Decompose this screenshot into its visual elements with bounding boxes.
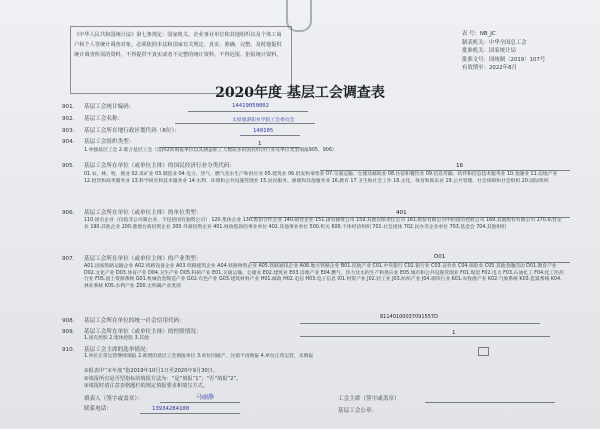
field-910-options: 1.单位正常运营继续填报 2.新增的基层工会填报单位 3.单位因破产、注销不再填报 4.单位正常运营，未填报: [84, 354, 314, 359]
field-901-label: 基层工会统计编码：: [84, 104, 135, 110]
field-904-label: 基层工会组织类型：: [84, 139, 135, 145]
field-905-label: 基层工会所在单位（或单位主体）的国民经济行业分类代码：: [84, 163, 236, 169]
chair-underline: [425, 402, 555, 403]
phone-label: 联系电话：: [84, 406, 112, 412]
page-title: 2020年度 基层工会调查表: [215, 85, 385, 101]
field-905-value[interactable]: 16: [456, 163, 464, 169]
filler-underline: [160, 402, 240, 403]
field-902-underline: [175, 123, 315, 124]
phone-underline: [140, 413, 240, 414]
field-903-underline: [240, 135, 300, 136]
field-904: 904. 基层工会组织类型：: [62, 139, 135, 145]
field-910: 910. 基层工会主席的选举情况：: [62, 347, 152, 353]
field-907: 907. 基层工会所在单位（或单位主体）的产业类型：: [62, 256, 202, 262]
instruction-2: ②填报所有是否型指标的填报方法为：“是”填报“1”；“否”填报“2”。: [84, 375, 242, 382]
field-909-value[interactable]: 1: [452, 330, 456, 336]
field-909: 909. 基层工会所在单位（或单位主体）的控股情况：: [62, 329, 202, 335]
form-valid-until: 有效期至：2022年8月: [462, 65, 517, 72]
phone-value[interactable]: 13934284100: [152, 406, 190, 412]
field-907-underline: [250, 262, 570, 263]
field-906-value[interactable]: 401: [396, 210, 407, 216]
field-906: 906. 基层工会所在单位（或单位主体）的单位类型：: [62, 210, 202, 216]
field-908-underline: [300, 323, 540, 324]
law-notice: 《中华人民共和国统计法》第七条规定：国家机关、企业事业单位和其他组织以及个体工商户和个人等统计调查对象，必须依照本法和国家有关规定，真实、准确、完整、及时地提供统计调查所需的资料，不得提供不真实或者不完整的统计资料，不得迟报、拒报统计资料。: [74, 32, 282, 58]
field-908-value[interactable]: 81140100037091557D: [380, 314, 438, 320]
instruction-3: ③填报时请注意表格题栏的规定填报要求和填写方式。: [84, 383, 208, 390]
field-904-options: 1.单独基层工会 2.联合基层工会（选择2的填报单位以其涵盖职工人数较多的国民经济行业及单位类型填报905、906）: [84, 148, 337, 153]
field-903: 903. 基层工会所在地行政区划代码（6位）：: [62, 128, 180, 134]
field-908-label: 基层工会所在单位的统一社会信用代码：: [84, 318, 185, 324]
field-903-value[interactable]: 140105: [253, 128, 274, 134]
field-902-label: 基层工会名称：: [84, 116, 124, 122]
field-907-value[interactable]: D01: [434, 254, 446, 260]
filler-signature[interactable]: 马丽静: [196, 394, 215, 401]
field-905-underline: [320, 170, 570, 171]
field-902-value[interactable]: 太原旅游职业学院工会委员会: [232, 118, 295, 123]
field-901-underline: [188, 111, 308, 112]
field-901: 901. 基层工会统计编码：: [62, 104, 135, 110]
seal-label: 基层工会公章：: [338, 408, 378, 414]
field-901-value[interactable]: 14419050002: [232, 103, 270, 109]
field-906-label: 基层工会所在单位（或单位主体）的单位类型：: [84, 210, 202, 216]
field-905: 905. 基层工会所在单位（或单位主体）的国民经济行业分类代码：: [62, 163, 236, 169]
field-905-options: 01.农、林、牧、渔业 02.采矿业 03.制造业 04.电力、热气、燃气及水生产和供应业 05.建筑业 06.批发和零售业 07.交通运输、仓储及邮政业 08.住宿和餐饮业 09.信息传输、软件和信息技术服务业 10.金融业 11.房地产业 12.租赁和商务服务业 13.科学研究和技术服务业 14.水利、环境和公共设施管理业 15.居民服务、修理和其他服务业 16.教育 17.卫生和社会工作 18.文化、体育和娱乐业 19.公共管理、社会保障和社会组织 20.国际组织: [84, 172, 558, 184]
form-approval-no: 批准文号：国统制〔2019〕107号: [462, 56, 546, 63]
field-907-options: A01.国家铁路运输企业 A02.铁路设备企业 A03.铁路建筑企业 A04.铁路物资企业 A05.铁路通讯企业 A06.地方铁路企业 B01.民航产业 C01.中央银行 C02.银行业 C03.证券业 C04.保险业 C05.其他金融活动 D01.教育产业 D02.文化产业 D03.体育产业 D04.卫生产业 D05.科研产业 E01.交通运输、仓储业 E02.建筑业 E03.房地产业 E04.燃气、热力及水的生产和供应业 E05.城市和公共设施管理业 F01.煤炭 F02.电力 F03.石油化工 F04.化工医药行业 F05.国土资源系统 G01.机械冶金制造产业 G02.有色产业 G03.建筑材料产业 H01.邮政 H02.电信 H03.电子信息 I01.财贸产业 J02.轻工业 J03.纺织产业 J04.烟草行业 K01.农牧渔产业 K02.气象系统 K03.监狱系统 K04.林业系统 K05.水利产业 Z00.无明确产业类别: [84, 264, 564, 289]
phone-row: [84, 406, 112, 413]
field-902: 902. 基层工会名称：: [62, 116, 124, 122]
field-904-value[interactable]: 1: [258, 141, 262, 147]
form-number: 表 号：NB_JC: [462, 31, 496, 37]
instruction-1: ①报表中“本年度”指2019年10月1日至2020年9月30日。: [84, 368, 219, 374]
chair-label: 工会主席（签字或盖章）: [338, 396, 400, 402]
form-approver: 批准机关：国家统计局: [462, 48, 516, 55]
form-maker: 制表机关：中华全国总工会: [462, 39, 527, 46]
field-909-options: 1.国有控股 2.集体控股 3.其他: [84, 336, 149, 341]
field-910-label: 基层工会主席的选举情况：: [84, 347, 152, 353]
field-908: 908. 基层工会所在单位的统一社会信用代码：: [62, 318, 185, 324]
field-907-label: 基层工会所在单位（或单位主体）的产业类型：: [84, 256, 202, 262]
chair-row: [338, 396, 400, 403]
filler-row: [84, 396, 143, 403]
field-909-label: 基层工会所在单位（或单位主体）的控股情况：: [84, 329, 202, 335]
field-906-options: 110.国有企业（仅指非公司制企业、不包括国有独资公司） 120.集体企业 130.股份合作企业 140.联营企业 151.国有独资公司 159.其他有限责任公司 161.股份有限公司中的国有控股公司 169.其他股份有限公司 170.私营企业 190.其他企业 200.港澳台商投资企业 300.外商投资企业 401.财政拨款的事业单位 402.其他事业单位 500.机关 600.个体经济组织 701.社会团体 702.民办非企业单位 703.基金会 704.其他组织: [84, 218, 562, 230]
field-903-label: 基层工会所在地行政区划代码（6位）：: [84, 128, 180, 134]
instructions: [84, 368, 564, 391]
seal-row: [338, 408, 377, 415]
filler-label: 填表人（签字或盖章）：: [84, 396, 143, 402]
form-meta: [462, 30, 592, 73]
